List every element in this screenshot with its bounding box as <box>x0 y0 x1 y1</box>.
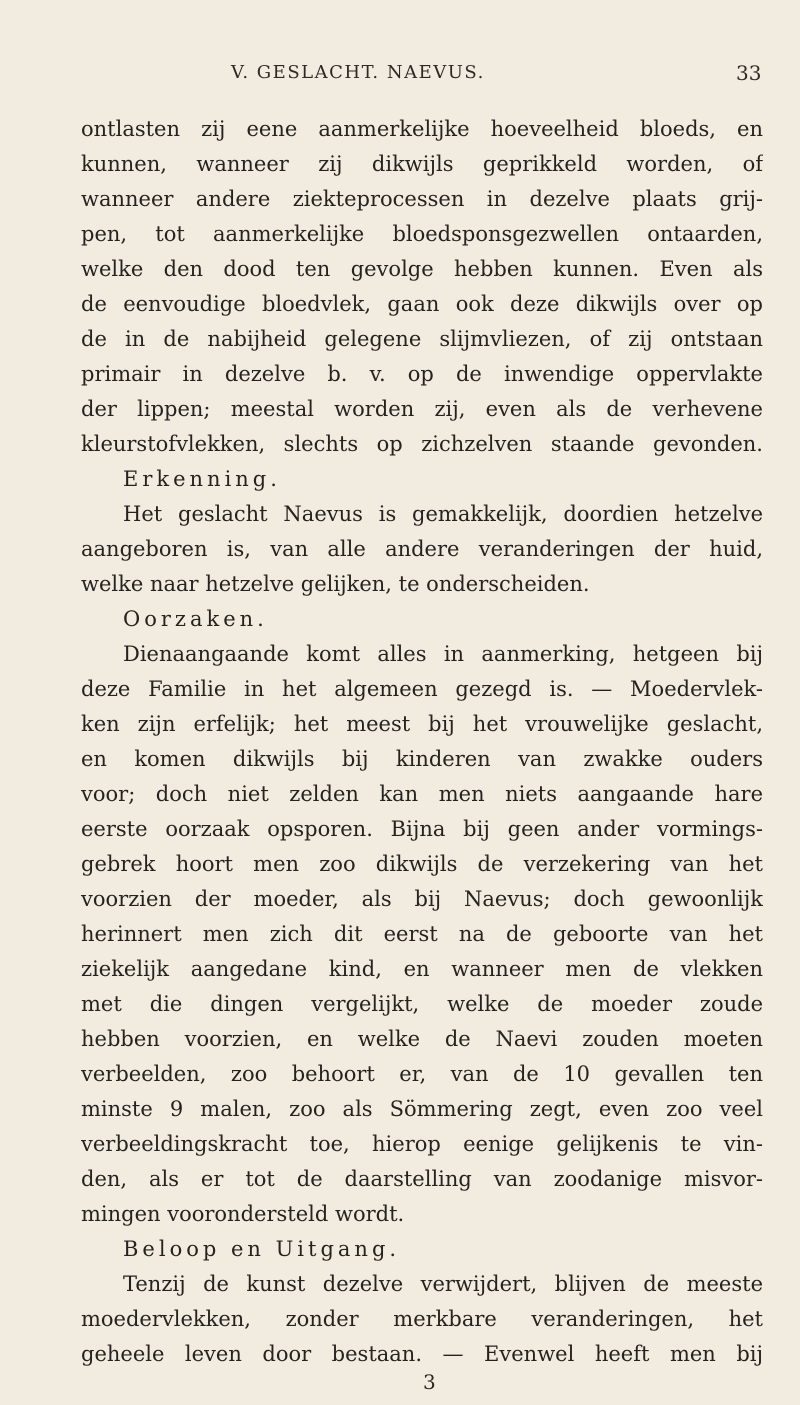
section-heading-oorzaken: Oorzaken. <box>123 607 268 631</box>
text-line: Dienaangaande komt alles in aanmerking, hetgeen bij <box>123 642 763 666</box>
text-line: ziekelijk aangedane kind, en wanneer men de vlekken <box>81 957 763 981</box>
page-number: 33 <box>736 61 762 85</box>
text-line: eerste oorzaak opsporen. Bijna bij geen ander vormings- <box>81 817 763 841</box>
text-line: aangeboren is, van alle andere veranderingen der huid, <box>81 537 763 561</box>
running-head: V. GESLACHT. NAEVUS. <box>231 62 485 83</box>
signature-mark: 3 <box>423 1370 436 1394</box>
text-line: de in de nabijheid gelegene slijmvliezen, of zij ontstaan <box>81 327 763 351</box>
text-line: voorzien der moeder, als bij Naevus; doch gewoonlijk <box>81 887 763 911</box>
text-line: verbeeldingskracht toe, hierop eenige gelijkenis te vin- <box>81 1132 763 1156</box>
text-line: Tenzij de kunst dezelve verwijdert, blijven de meeste <box>123 1272 763 1296</box>
text-line: Het geslacht Naevus is gemakkelijk, doordien hetzelve <box>123 502 763 526</box>
text-line: gebrek hoort men zoo dikwijls de verzekering van het <box>81 852 763 876</box>
section-heading-beloop: Beloop en Uitgang. <box>123 1237 401 1261</box>
text-line: pen, tot aanmerkelijke bloedsponsgezwellen ontaarden, <box>81 222 763 246</box>
text-line: den, als er tot de daarstelling van zoodanige misvor- <box>81 1167 763 1191</box>
text-line: der lippen; meestal worden zij, even als de verhevene <box>81 397 763 421</box>
text-line: met die dingen vergelijkt, welke de moeder zoude <box>81 992 763 1016</box>
text-line: hebben voorzien, en welke de Naevi zouden moeten <box>81 1027 763 1051</box>
text-line: kleurstofvlekken, slechts op zichzelven staande gevonden. <box>81 432 763 456</box>
text-line: kunnen, wanneer zij dikwijls geprikkeld worden, of <box>81 152 763 176</box>
text-line: primair in dezelve b. v. op de inwendige oppervlakte <box>81 362 763 386</box>
text-line: de eenvoudige bloedvlek, gaan ook deze dikwijls over op <box>81 292 763 316</box>
text-line: herinnert men zich dit eerst na de geboorte van het <box>81 922 763 946</box>
section-heading-erkenning: Erkenning. <box>123 467 281 491</box>
text-line: verbeelden, zoo behoort er, van de 10 gevallen ten <box>81 1062 763 1086</box>
text-line: welke naar hetzelve gelijken, te onderscheiden. <box>81 572 590 596</box>
text-line: deze Familie in het algemeen gezegd is. — Moedervlek- <box>81 677 763 701</box>
text-line: minste 9 malen, zoo als Sömmering zegt, even zoo veel <box>81 1097 763 1121</box>
text-line: welke den dood ten gevolge hebben kunnen. Even als <box>81 257 763 281</box>
text-line: ken zijn erfelijk; het meest bij het vrouwelijke geslacht, <box>81 712 763 736</box>
text-line: wanneer andere ziekteprocessen in dezelve plaats grij- <box>81 187 763 211</box>
text-line: geheele leven door bestaan. — Evenwel heeft men bij <box>81 1342 763 1366</box>
text-line: mingen vooronderstеld wordt. <box>81 1202 405 1226</box>
text-line: ontlasten zij eene aanmerkelijke hoeveelheid bloeds, en <box>81 117 763 141</box>
text-line: moedervlekken, zonder merkbare veranderingen, het <box>81 1307 763 1331</box>
text-line: en komen dikwijls bij kinderen van zwakke ouders <box>81 747 763 771</box>
text-line: voor; doch niet zelden kan men niets aangaande hare <box>81 782 763 806</box>
